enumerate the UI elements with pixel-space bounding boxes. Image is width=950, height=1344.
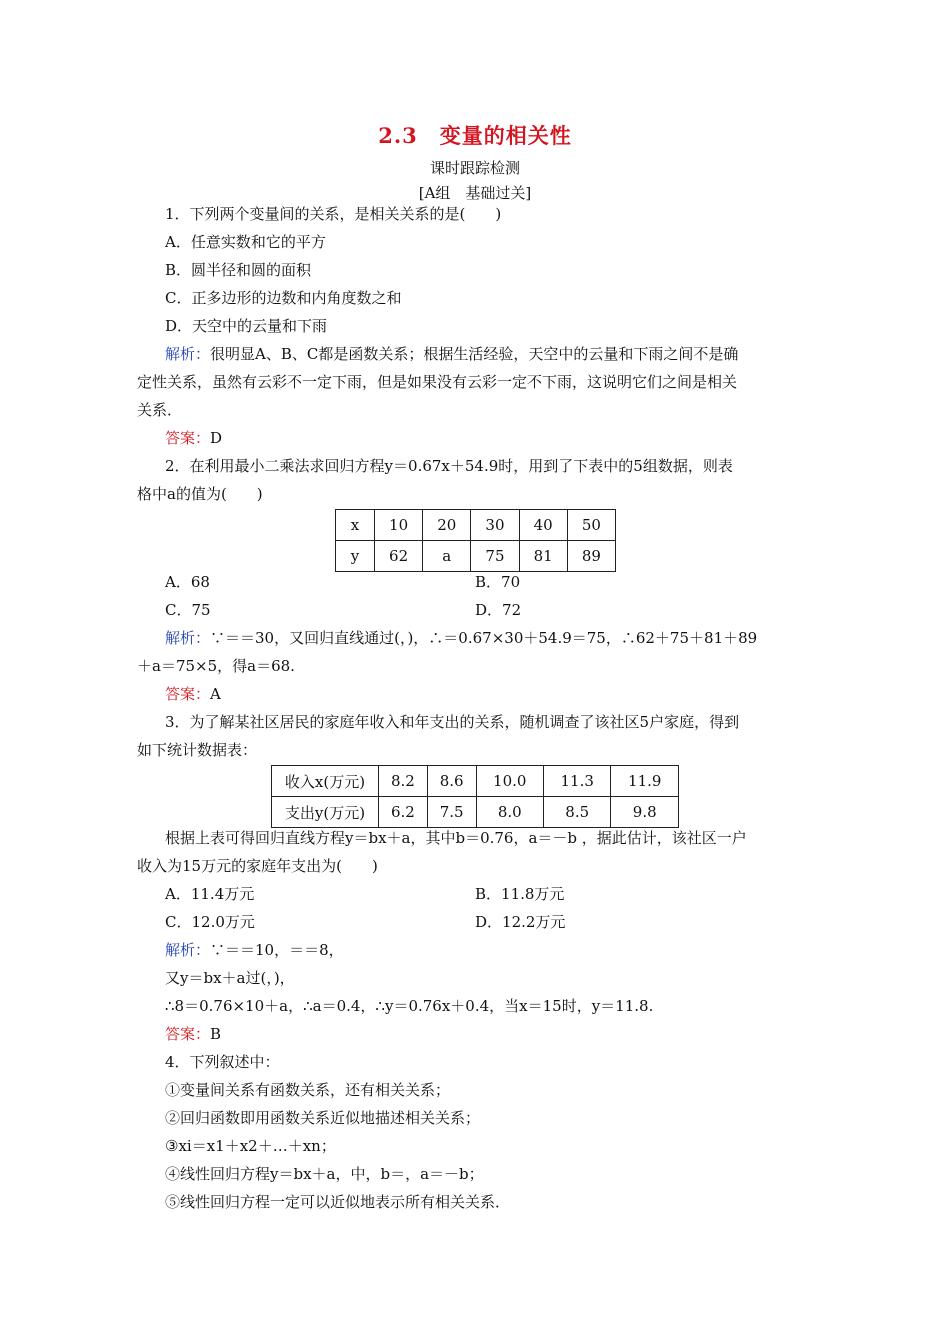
q1-analysis-line-2: 定性关系，虽然有云彩不一定下雨，但是如果没有云彩一定不下雨，这说明它们之间是相关: [137, 373, 738, 391]
q1-option-c: C．正多边形的边数和内角度数之和: [165, 289, 402, 307]
table-cell: 40: [519, 510, 567, 541]
q3-answer: [165, 1020, 845, 1048]
group-heading: [A组 基础过关]: [418, 184, 532, 202]
table-cell: 支出y(万元): [272, 797, 379, 828]
q2-stem-line-2: 格中a的值为( ): [137, 485, 263, 503]
q4-item-3: ③xi＝x1＋x2＋…＋xn；: [165, 1137, 336, 1155]
q2-option-c: C．75: [165, 601, 211, 619]
q4-item-2: ②回归函数即用函数关系近似地描述相关关系；: [165, 1109, 481, 1127]
q4-stem: 4．下列叙述中：: [165, 1053, 280, 1071]
q3-option-a: A．11.4万元: [165, 885, 255, 903]
q1-analysis-line-3: 关系．: [137, 401, 183, 419]
table-cell: 收入x(万元): [272, 766, 379, 797]
q1-stem: 1．下列两个变量间的关系，是相关关系的是( ): [165, 205, 502, 223]
q3-text-line-2: 收入为15万元的家庭年支出为( ): [137, 857, 378, 875]
table-cell: 11.9: [611, 766, 679, 797]
table-cell: y: [336, 541, 375, 572]
q2-option-a: A．68: [165, 573, 210, 591]
q1-analysis-line: [165, 340, 845, 368]
table-cell: x: [336, 510, 375, 541]
q1-option-d: D．天空中的云量和下雨: [165, 317, 328, 335]
answer-value: A: [210, 685, 221, 703]
q4-item-1: ①变量间关系有函数关系，还有相关关系；: [165, 1081, 451, 1099]
table-cell: a: [423, 541, 471, 572]
table-cell: 11.3: [543, 766, 610, 797]
table-cell: 8.0: [476, 797, 543, 828]
table-cell: 62: [375, 541, 423, 572]
q4-item-4: ④线性回归方程y＝bx＋a，中，b＝，a＝－b；: [165, 1165, 484, 1183]
q4-item-5: ⑤线性回归方程一定可以近似地表示所有相关关系．: [165, 1193, 511, 1211]
answer-label: 答案：: [165, 1025, 211, 1043]
q2-stem-line-1: 2．在利用最小二乘法求回归方程y＝0.67x＋54.9时，用到了下表中的5组数据，则表: [165, 457, 733, 475]
analysis-label: 解析：: [165, 629, 211, 647]
analysis-text: ∵＝＝30，又回归直线通过(，)，∴＝0.67×30＋54.9＝75，∴62＋75＋81＋89: [210, 629, 758, 647]
table-row: [336, 510, 616, 541]
table-cell: 89: [567, 541, 615, 572]
analysis-text: ∵＝＝10，＝＝8，: [210, 941, 344, 959]
page-title: 2.3 变量的相关性: [378, 123, 572, 148]
analysis-label: 解析：: [165, 345, 211, 363]
q3-data-table: [271, 765, 679, 828]
answer-value: B: [210, 1025, 222, 1043]
table-cell: 7.5: [427, 797, 476, 828]
q3-options-row-2: [165, 908, 845, 936]
q2-options-row-2: [165, 596, 845, 624]
analysis-label: 解析：: [165, 941, 211, 959]
q3-stem-line-2: 如下统计数据表：: [137, 741, 258, 759]
table-cell: 30: [471, 510, 519, 541]
q3-options-row-1: [165, 880, 845, 908]
q1-answer: [165, 424, 845, 452]
table-cell: 10: [375, 510, 423, 541]
table-row: [336, 541, 616, 572]
q2-analysis-line-2: ＋a＝75×5，得a＝68.: [137, 657, 295, 675]
answer-label: 答案：: [165, 429, 211, 447]
table-cell: 50: [567, 510, 615, 541]
analysis-text: 很明显A、B、C都是函数关系；根据生活经验，天空中的云量和下雨之间不是确: [210, 345, 739, 363]
table-row: [272, 766, 679, 797]
table-cell: 10.0: [476, 766, 543, 797]
q2-analysis-line: [165, 624, 845, 652]
table-cell: 81: [519, 541, 567, 572]
table-row: [272, 797, 679, 828]
table-cell: 75: [471, 541, 519, 572]
table-cell: 8.5: [543, 797, 610, 828]
q2-option-d: D．72: [475, 601, 522, 619]
q3-option-d: D．12.2万元: [475, 913, 566, 931]
table-cell: 20: [423, 510, 471, 541]
q3-option-b: B．11.8万元: [475, 885, 565, 903]
table-cell: 6.2: [379, 797, 428, 828]
answer-label: 答案：: [165, 685, 211, 703]
table-cell: 8.6: [427, 766, 476, 797]
q3-option-c: C．12.0万元: [165, 913, 255, 931]
q3-analysis-line-3: ∴8＝0.76×10＋a，∴a＝0.4，∴y＝0.76x＋0.4，当x＝15时，y＝11.8.: [165, 997, 654, 1015]
table-cell: 9.8: [611, 797, 679, 828]
q3-stem-line-1: 3．为了解某社区居民的家庭年收入和年支出的关系，随机调查了该社区5户家庭，得到: [165, 713, 740, 731]
q2-option-b: B．70: [475, 573, 521, 591]
q2-options-row-1: [165, 568, 845, 596]
page-subtitle: 课时跟踪检测: [429, 159, 520, 177]
q2-answer: [165, 680, 845, 708]
q3-text-line-1: 根据上表可得回归直线方程y＝bx＋a，其中b＝0.76，a＝－b ，据此估计，该社区一户: [165, 829, 747, 847]
q3-analysis-line: [165, 936, 845, 964]
answer-value: D: [210, 429, 223, 447]
q1-option-b: B．圆半径和圆的面积: [165, 261, 312, 279]
table-cell: 8.2: [379, 766, 428, 797]
q2-data-table: [335, 509, 616, 572]
q1-option-a: A．任意实数和它的平方: [165, 233, 326, 251]
q3-analysis-line-2: 又y＝bx＋a过(，)，: [165, 969, 295, 987]
